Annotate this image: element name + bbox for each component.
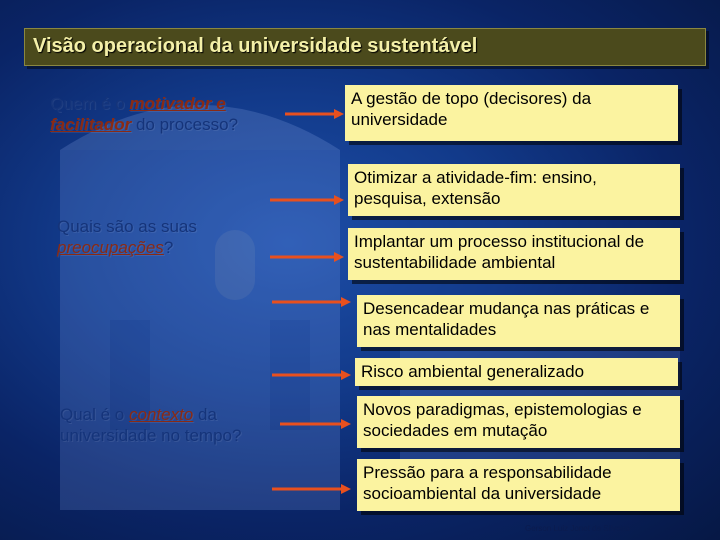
question-context (60, 404, 300, 446)
answer-box-implant: Implantar um processo institucional de sustentabilidade ambiental (348, 228, 680, 280)
author-credit: Gerson Luiz Jonet da Silveira (525, 524, 630, 533)
question-highlight: motivador e facilitador (50, 94, 226, 134)
arrow-1 (285, 108, 345, 118)
arrow-7 (272, 483, 352, 493)
question-text: ? (163, 238, 174, 257)
answer-box-paradigms: Novos paradigmas, epistemologias e sociedades em mutação (357, 396, 680, 448)
answer-box-pressure: Pressão para a responsabilidade socioambiental da universidade (357, 459, 680, 511)
slide-title: Visão operacional da universidade sustentável (33, 35, 478, 57)
question-text: Quem é o (50, 94, 130, 113)
arrow-5 (272, 369, 352, 379)
question-text: Quais são as suas (57, 217, 197, 236)
question-highlight: preocupações (57, 238, 164, 257)
answer-box-optimize: Otimizar a atividade-fim: ensino, pesquisa, extensão (348, 164, 680, 216)
arrow-6 (280, 418, 352, 428)
question-text: da universidade no tempo? (60, 405, 242, 445)
arrow-2 (270, 194, 345, 204)
question-concerns (57, 216, 247, 258)
answer-box-change: Desencadear mudança nas práticas e nas mentalidades (357, 295, 680, 347)
question-motivator (50, 93, 290, 135)
answer-box-risk: Risco ambiental generalizado (355, 358, 678, 386)
answer-box-leadership: A gestão de topo (decisores) da universidade (345, 85, 678, 141)
question-text: do processo? (131, 115, 239, 134)
arrow-4 (272, 296, 352, 306)
title-bar (24, 28, 706, 66)
arrow-3 (270, 251, 345, 261)
question-text: Qual é o (60, 405, 129, 424)
question-highlight: contexto (129, 405, 194, 424)
